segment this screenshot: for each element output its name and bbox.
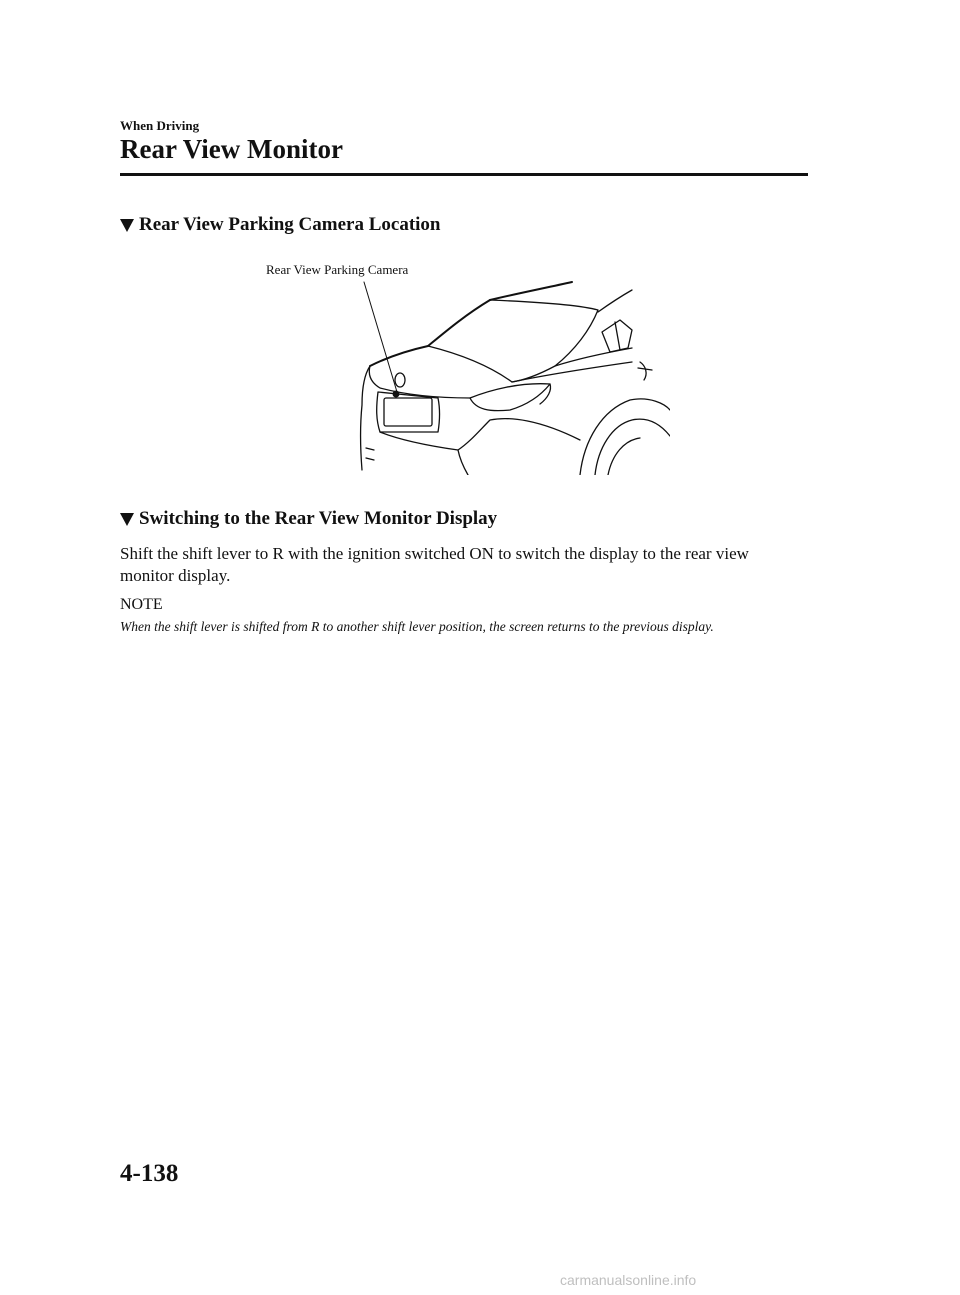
camera-location-heading <box>120 214 441 236</box>
switching-display-heading <box>120 508 497 530</box>
triangle-bullet-icon <box>120 219 134 232</box>
watermark: carmanualsonline.info <box>560 1272 697 1288</box>
note-text: When the shift lever is shifted from R to another shift lever position, the screen returns to the previous display. <box>120 619 714 634</box>
instruction-paragraph: Shift the shift lever to R with the ignition switched ON to switch the display to the rear view monitor display. <box>120 544 749 585</box>
title-divider <box>120 173 808 176</box>
switching-display-heading-text: Switching to the Rear View Monitor Display <box>139 508 498 529</box>
figure-callout-label: Rear View Parking Camera <box>266 262 409 277</box>
page-title: Rear View Monitor <box>120 134 343 164</box>
page-number: 4-138 <box>120 1160 179 1187</box>
triangle-bullet-icon <box>120 513 134 526</box>
note-label: NOTE <box>120 596 163 613</box>
camera-location-heading-text: Rear View Parking Camera Location <box>139 214 441 235</box>
section-label: When Driving <box>120 118 200 133</box>
car-rear-illustration <box>340 270 670 475</box>
